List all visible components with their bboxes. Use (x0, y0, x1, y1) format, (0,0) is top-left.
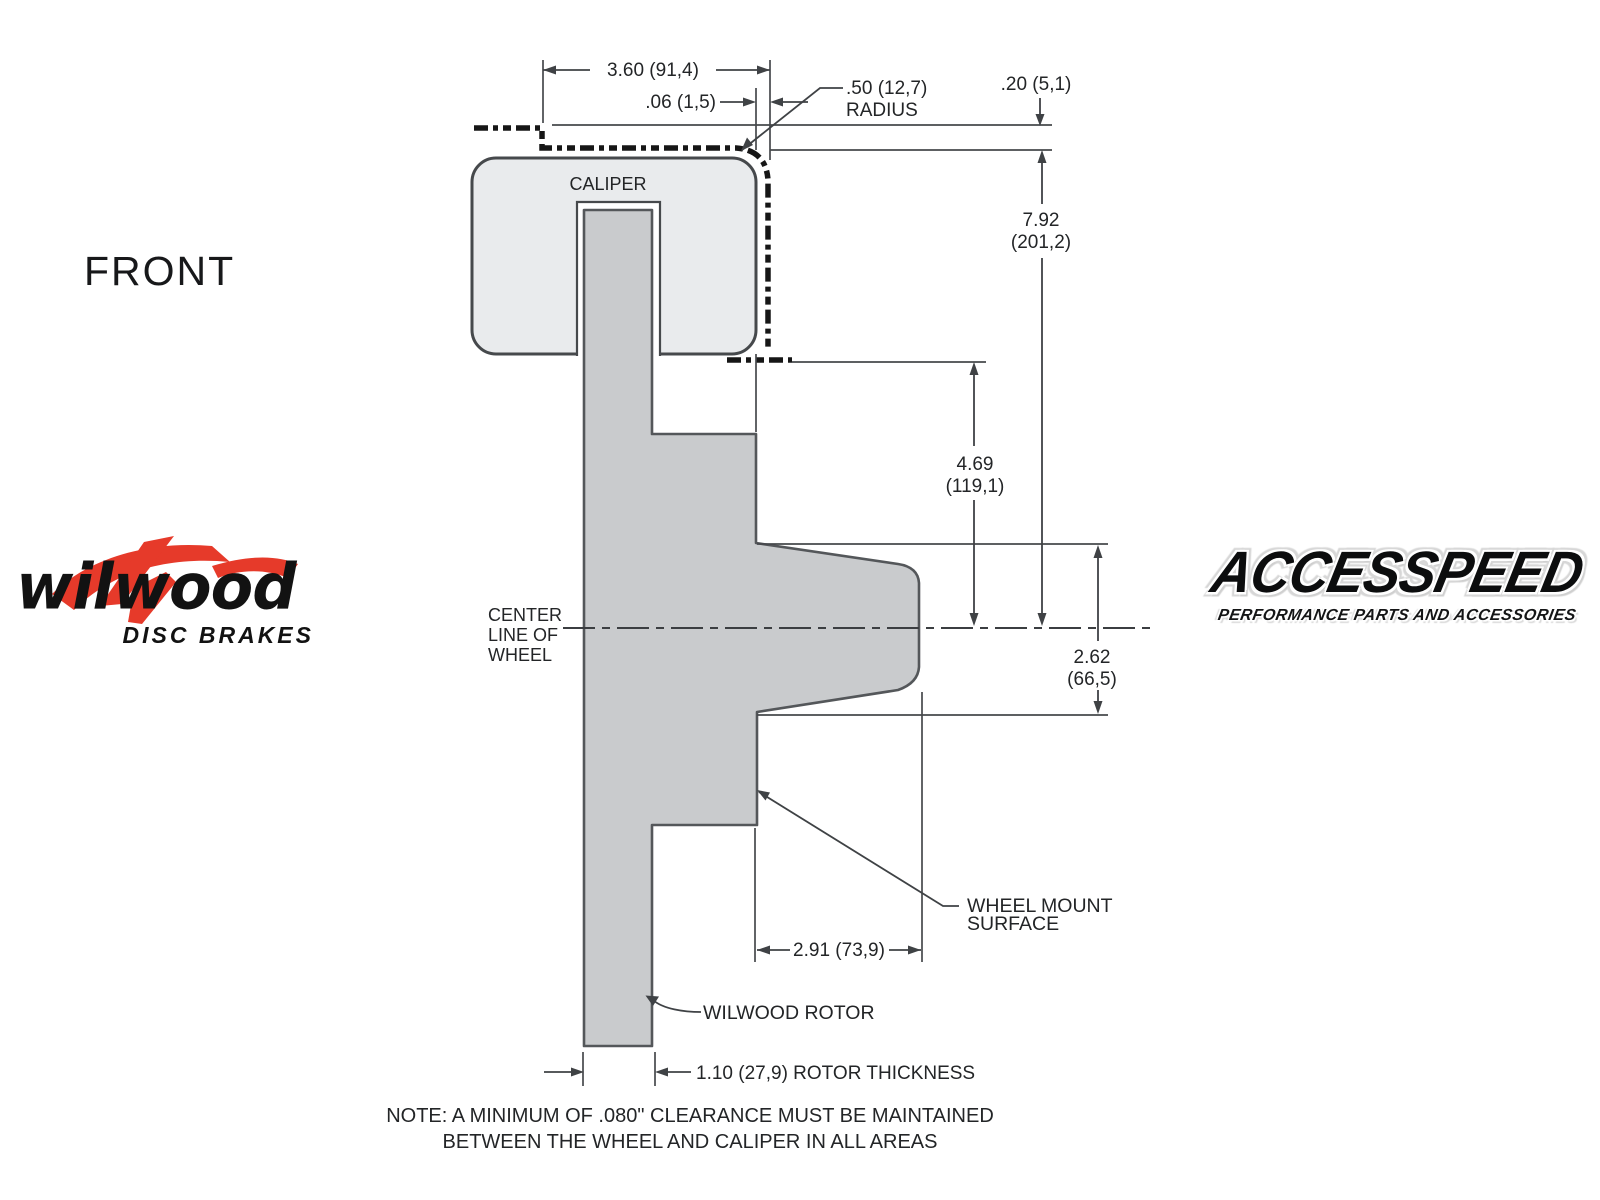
note-line-2: BETWEEN THE WHEEL AND CALIPER IN ALL AREAS (442, 1131, 938, 1153)
radius-leader (742, 88, 843, 150)
wilwood-subtitle: DISC BRAKES (122, 622, 314, 648)
arrow-469-up (970, 362, 979, 375)
view-label-front: FRONT (84, 248, 236, 294)
dim-label-caliper-width: 3.60 (91,4) (607, 60, 699, 81)
dim-label-hat-offset: 2.91 (73,9) (793, 940, 885, 961)
arrow-006-left (743, 98, 756, 107)
arrow-291-left (757, 946, 770, 955)
arrow-360-left (543, 66, 556, 75)
accesspeed-tagline: PERFORMANCE PARTS AND ACCESSORIES (1216, 607, 1578, 624)
dim-label-792-mm: (201,2) (1010, 232, 1072, 253)
centerline-label-2: LINE OF (488, 625, 559, 645)
dim-label-262-in: 2.62 (1073, 647, 1111, 668)
arrow-262-up (1094, 545, 1103, 558)
note-line-1: NOTE: A MINIMUM OF .080" CLEARANCE MUST BE MAINTAINED (386, 1105, 994, 1127)
arrow-291-right (908, 946, 921, 955)
dim-label-rotor-thickness: 1.10 (27,9) ROTOR THICKNESS (696, 1063, 976, 1084)
dim-label-469-in: 4.69 (956, 454, 994, 475)
dim-label-radius-word: RADIUS (846, 100, 918, 121)
caliper-label: CALIPER (569, 174, 647, 194)
accesspeed-logo (1194, 540, 1600, 625)
dim-label-469-mm: (119,1) (945, 476, 1005, 497)
callout-wheel-mount-1: WHEEL MOUNT (967, 895, 1113, 917)
arrow-360-right (757, 66, 770, 75)
dim-label-wheel-caliper-gap: .06 (1,5) (645, 92, 716, 113)
arrow-469-down (970, 613, 979, 626)
section-shapes (472, 158, 919, 1046)
callout-wilwood-rotor: WILWOOD ROTOR (703, 1002, 875, 1024)
dim-label-262-mm: (66,5) (1067, 669, 1117, 690)
rotor-leader (653, 1000, 701, 1012)
callout-wheel-mount-2: SURFACE (967, 913, 1060, 935)
arrow-110-left (571, 1068, 584, 1077)
arrow-792-down (1038, 613, 1047, 626)
arrow-110-right (655, 1068, 668, 1077)
wheel-mount-leader (759, 792, 959, 906)
dim-label-radius-value: .50 (12,7) (846, 78, 928, 99)
arrow-262-down (1094, 701, 1103, 714)
wilwood-logo (16, 532, 318, 664)
accesspeed-wordmark: ACCESSPEED (1205, 539, 1589, 605)
wilwood-wordmark: wilwood (16, 549, 296, 624)
centerline-label-3: WHEEL (488, 645, 553, 665)
arrow-006-right (770, 98, 783, 107)
dim-label-top-clearance: .20 (5,1) (1000, 74, 1072, 95)
centerline-label-1: CENTER (488, 605, 563, 625)
arrow-792-up (1038, 150, 1047, 163)
arrow-wheel-mount (757, 790, 770, 801)
dim-label-792-in: 7.92 (1022, 210, 1060, 231)
